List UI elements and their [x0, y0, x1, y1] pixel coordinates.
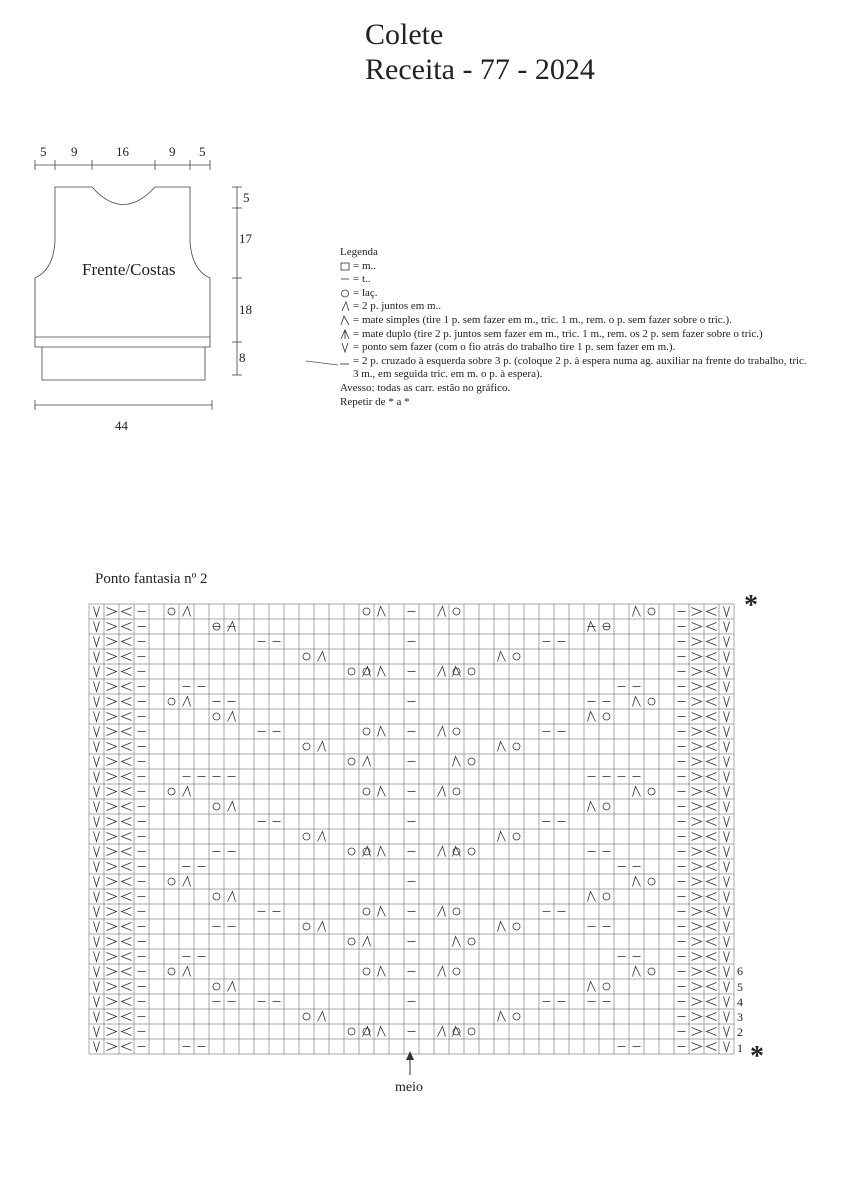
- legend-text: = mate simples (tire 1 p. sem fazer em m., tric. 1 m., rem. o p. sem fazer sobre o tric.).: [353, 313, 732, 326]
- repeat-star-top: *: [744, 590, 758, 621]
- dim-top-4: 9: [169, 144, 176, 159]
- legend-note-avesso: Avesso: todas as carr. estão no gráfico.: [340, 381, 511, 394]
- row-number-1: 1: [737, 1041, 743, 1055]
- dim-side-2: 17: [239, 231, 252, 246]
- legend-text: = m..: [353, 259, 377, 272]
- dim-side-3: 18: [239, 302, 252, 317]
- legend-text: = laç.: [353, 286, 378, 299]
- legend-text: = ponto sem fazer (com o fio atrás do trabalho tire 1 p. sem fazer em m.).: [353, 341, 676, 354]
- row-number-5: 5: [737, 980, 743, 994]
- schematic-label: Frente/Costas: [82, 260, 176, 279]
- row-number-2: 2: [737, 1025, 743, 1039]
- dim-bottom: 44: [115, 418, 128, 433]
- legend-note-repeat: Repetir de * a *: [340, 395, 410, 408]
- dim-top-5: 5: [199, 144, 206, 159]
- row-number-6: 6: [737, 964, 743, 978]
- legend-text: = 2 p. juntos em m..: [353, 300, 442, 313]
- legend-heading: Legenda: [340, 246, 378, 258]
- dim-top-2: 9: [71, 144, 78, 159]
- meio-label: meio: [395, 1080, 423, 1095]
- row-number-4: 4: [737, 995, 743, 1009]
- legend-text: = t..: [353, 273, 371, 286]
- dim-side-1: 5: [243, 190, 250, 205]
- title-line-1: Colete: [365, 18, 444, 51]
- legend-text: = mate duplo (tire 2 p. juntos sem fazer em m., tric. 1 m., rem. os 2 p. sem fazer sobre o tric.): [353, 327, 763, 340]
- repeat-star-bottom: *: [750, 1041, 764, 1072]
- chart-title: Ponto fantasia nº 2: [95, 571, 208, 587]
- dim-side-4: 8: [239, 350, 246, 365]
- legend-text: = 2 p. cruzado à esquerda sobre 3 p. (coloque 2 p. à espera numa ag. auxiliar na frente do trabalho, tric. 3 m., em seguida tric. em m. o p. à espera).: [353, 354, 807, 381]
- dim-top-3: 16: [116, 144, 129, 159]
- dim-top-1: 5: [40, 144, 47, 159]
- row-number-3: 3: [737, 1010, 743, 1024]
- title-line-2: Receita - 77 - 2024: [365, 53, 595, 86]
